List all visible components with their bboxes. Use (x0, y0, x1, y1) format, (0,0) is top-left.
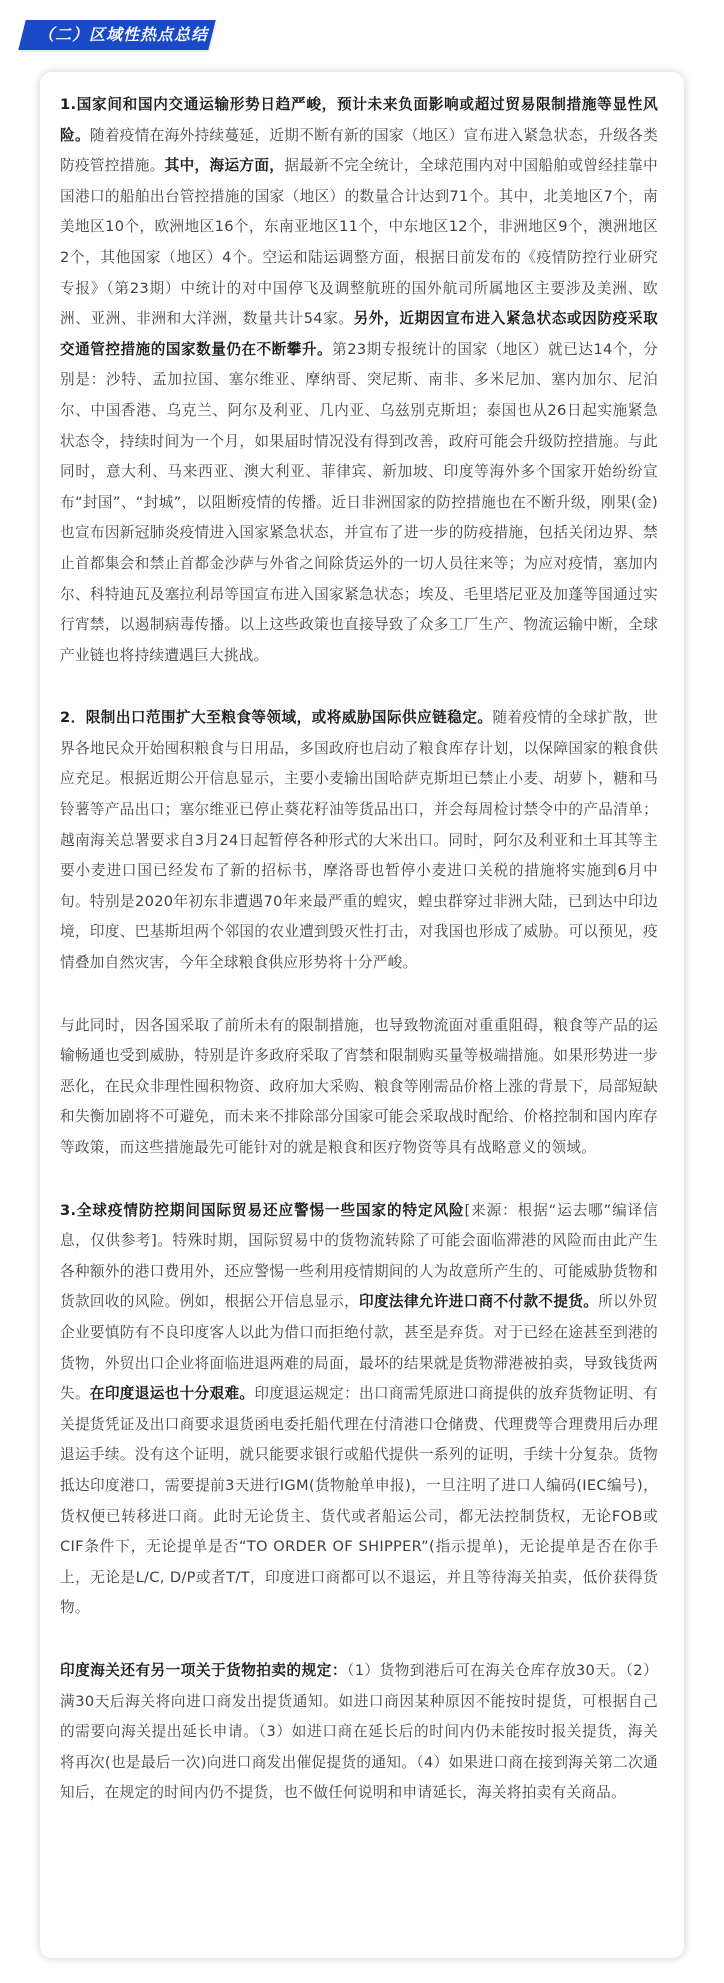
paragraph-transport (60, 90, 658, 671)
text-run: 随着疫情在海外持续蔓延，近期不断有新的国家（地区）宣布进入紧急状态，升级各类防疫管控措施。 (60, 126, 658, 175)
text-run: 据最新不完全统计，全球范围内对中国船舶或曾经挂靠中国港口的船舶出台管控措施的国家（地区）的数量合计达到71个。其中，北美地区7个，南美地区10个，欧洲地区16个，东南亚地区11个，中东地区12个，非洲地区9个，澳洲地区2个，其他国家（地区）4个。空运和陆运调整方面，根据日前发布的《疫情防控行业研究专报》（第23期）中统计的对中国停飞及调整航班的国外航司所属地区主要涉及美洲、欧洲、亚洲、非洲和大洋洲，数量共计54家。 (60, 157, 658, 328)
text-run: 所以外贸企业要慎防有不良印度客人以此为借口而拒绝付款，甚至是弃货。对于已经在途甚至到港的货物，外贸出口企业将面临进退两难的局面，最坏的结果就是货物滞港被拍卖，导致钱货两失。 (60, 1293, 658, 1403)
text-run: 1.国家间和国内交通运输形势日趋严峻，预计未来负面影响或超过贸易限制措施等显性风险。 (60, 96, 658, 144)
content-card (40, 72, 684, 1958)
text-run: 印度退运规定：出口商需凭原进口商提供的放弃货物证明、有关提货凭证及出口商要求退货函电委托船代理在付清港口仓储费、代理费等合理费用后办理退运手续。没有这个证明，就只能要求银行或船代提供一系列的证明，手续十分复杂。货物抵达印度港口，需要提前3天进行IGM(货物舱单申报)，一旦注明了进口人编码(IEC编号)，货权便已转移进口商。此时无论货主、货代或者船运公司，都无法控制货权，无论FOB或CIF条件下，无论提单是否“TO ORDER OF SHIPPER”(指示提单)，无论提单是否在你手上，无论是L/C, D/P或者T/T，印度进口商都可以不退运，并且等待海关拍卖，低价获得货物。 (60, 1385, 658, 1617)
text-run: 与此同时，因各国采取了前所未有的限制措施，也导致物流面对重重阻碍，粮食等产品的运输畅通也受到威胁，特别是许多政府采取了宵禁和限制购买量等极端措施。如果形势进一步恶化，在民众非理性囤积物资、政府加大采购、粮食等刚需品价格上涨的背景下，局部短缺和失衡加剧将不可避免，而未来不排除部分国家可能会采取战时配给、价格控制和国内库存等政策，而这些措施最先可能针对的就是粮食和医疗物资等具有战略意义的领域。 (60, 1016, 658, 1156)
paragraph-export-restrictions (60, 703, 658, 978)
text-run: （1）货物到港后可在海关仓库存放30天。（2）满30天后海关将向进口商发出提货通知。如进口商因某种原因不能按时提货，可根据自己的需要向海关提出延长申请。（3）如进口商在延长后的时间内仍未能按时报关提货，海关将再次(也是最后一次)向进口商发出催促提货的通知。（4）如果进口商在接到海关第二次通知后，在规定的时间内仍不提货，也不做任何说明和申请延长，海关将拍卖有关商品。 (60, 1661, 658, 1802)
paragraph-trade-risks (60, 1196, 658, 1624)
text-run: 2．限制出口范围扩大至粮食等领域，或将威胁国际供应链稳定。 (60, 709, 493, 727)
section-title: （二）区域性热点总结 (38, 25, 209, 44)
text-run: 另外，近期因宣布进入紧急状态或因防疫采取交通管控措施的国家数量仍在不断攀升。 (60, 310, 658, 358)
paragraph-logistics (60, 1011, 658, 1164)
paragraph-india-customs (60, 1656, 658, 1809)
text-run: 在印度退运也十分艰难。 (89, 1385, 255, 1403)
text-run: [来源：根据“运去哪”编译信息，仅供参考]。特殊时期，国际贸易中的货物流转除了可能会面临滞港的风险而由此产生各种额外的港口费用外，还应警惕一些利用疫情期间的人为故意所产生的、可能威胁货物和货款回收的风险。例如，根据公开信息显示， (60, 1201, 658, 1311)
text-run: 3.全球疫情防控期间国际贸易还应警惕一些国家的特定风险 (60, 1201, 465, 1219)
text-run: 印度海关还有另一项关于货物拍卖的规定： (60, 1661, 347, 1679)
text-run: 第23期专报统计的国家（地区）就已达14个，分别是：沙特、孟加拉国、塞尔维亚、摩纳哥、突尼斯、南非、多米尼加、塞内加尔、尼泊尔、中国香港、乌克兰、阿尔及利亚、几内亚、乌兹别克斯坦；泰国也从26日起实施紧急状态令，持续时间为一个月，如果届时情况没有得到改善，政府可能会升级防控措施。与此同时，意大利、马来西亚、澳大利亚、菲律宾、新加坡、印度等海外多个国家开始纷纷宣布“封国”、“封城”，以阻断疫情的传播。近日非洲国家的防控措施也在不断升级，刚果(金)也宣布因新冠肺炎疫情进入国家紧急状态，并宣布了进一步的防疫措施，包括关闭边界、禁止首都集会和禁止首都金沙萨与外省之间除货运外的一切人员往来等；为应对疫情，塞加内尔、科特迪瓦及塞拉利昂等国宣布进入国家紧急状态；埃及、毛里塔尼亚及加蓬等国通过实行宵禁，以遏制病毒传播。以上这些政策也直接导致了众多工厂生产、物流运输中断，全球产业链也将持续遭遇巨大挑战。 (60, 340, 658, 664)
text-run: 随着疫情的全球扩散，世界各地民众开始囤积粮食与日用品，多国政府也启动了粮食库存计划，以保障国家的粮食供应充足。根据近期公开信息显示，主要小麦输出国哈萨克斯坦已禁止小麦、胡萝卜，糖和马铃薯等产品出口；塞尔维亚已停止葵花籽油等货品出口，并会每周检讨禁令中的产品清单；越南海关总署要求自3月24日起暂停各种形式的大米出口。同时，阿尔及利亚和土耳其等主要小麦进口国已经发布了新的招标书，摩洛哥也暂停小麦进口关税的措施将实施到6月中旬。特别是2020年初东非遭遇70年来最严重的蝗灾，蝗虫群穿过非洲大陆，已到达中印边境，印度、巴基斯坦两个邻国的农业遭到毁灭性打击，对我国也形成了威胁。可以预见，疫情叠加自然灾害，今年全球粮食供应形势将十分严峻。 (60, 709, 658, 972)
text-run: 其中，海运方面， (164, 157, 285, 175)
text-run: 印度法律允许进口商不付款不提货。 (359, 1293, 599, 1311)
